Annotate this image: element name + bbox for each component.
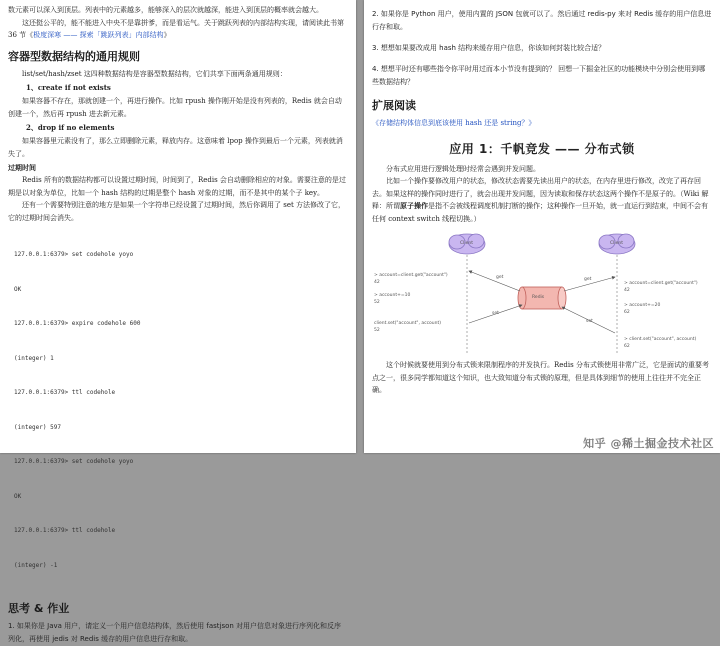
get-label-right: get <box>584 277 592 282</box>
set-label-left: set <box>492 311 499 316</box>
diagram-text: > account=client.get("account") <box>624 281 698 286</box>
question-item: 4. 想想平时还有哪些指令你平时用过而本小节没有提到的？ 回想一下掘金社区的功能模块中分别会使用到哪些数据结构？ <box>372 65 706 86</box>
text: 是指不会被线程调度机制打断的操作；这种操作一旦开始，就一直运行到结束，中间不会有任何 context switch 线程切换。） <box>372 202 708 223</box>
paragraph: 如果容器里元素没有了，那么立即删除元素，释放内存。这意味着 lpop 操作到最后一个元素，列表就消失了。 <box>8 137 343 158</box>
paragraph: 这个时候就要使用到分布式锁来限制程序的并发执行。Redis 分布式锁使用非常广泛，它是面试的重要考点之一，很多同学都知道这个知识，也大致知道分布式锁的原理，但是具体到细节的使用上往往并不完全正确。 <box>372 361 709 394</box>
question-item: 1. 如果你是 Java 用户，请定义一个用户信息结构体，然后使用 fastjson 对用户信息对象进行序列化和反序列化，再使用 jedis 对 Redis 缓存的用户信息进行存和取。 <box>8 622 342 643</box>
paragraph: Redis 所有的数据结构都可以设置过期时间，时间到了，Redis 会自动删除相应的对象。需要注意的是过期是以对象为单位，比如一个 hash 结构的过期是整个 hash 对象的过期，而不是其中的某个子 key。 <box>8 176 346 197</box>
code-line: 127.0.0.1:6379> ttl codehole <box>14 389 116 396</box>
redis-label: Redis <box>532 295 545 300</box>
client-label-right: Client <box>610 241 624 246</box>
concurrency-diagram <box>372 229 712 357</box>
paragraph: 还有一个需要特别注意的地方是如果一个字符串已经设置了过期时间，然后你调用了 set 方法修改了它，它的过期时间会消失。 <box>8 201 345 222</box>
rule-heading: 1、create if not exists <box>26 83 111 92</box>
code-line: 127.0.0.1:6379> set codehole yoyo <box>14 458 134 465</box>
set-label-right: set <box>586 319 593 324</box>
code-line: OK <box>14 492 22 500</box>
get-label-left: get <box>496 275 504 280</box>
extend-link-line <box>372 117 712 130</box>
diagram-text: > account+=20 <box>624 303 661 308</box>
section-heading-rules: 容器型数据结构的通用规则 <box>8 49 140 63</box>
diagram-text: > account=client.get("account") <box>374 273 448 278</box>
rule-heading: 2、drop if no elements <box>26 123 115 132</box>
paragraph: 分布式应用进行逻辑处理时经常会遇到并发问题。 <box>386 164 540 173</box>
section-heading-extend: 扩展阅读 <box>372 99 416 112</box>
diagram-text: 42 <box>374 280 380 285</box>
diagram-text: 52 <box>374 300 380 305</box>
code-block <box>8 226 348 594</box>
diagram-text: > client.set("account", account) <box>624 337 697 342</box>
text: 这还挺公平的，能不能进入中央不是靠拼爹，而是看运气。关于跳跃列表的内部结构实现，请阅读此书第 36 节《 <box>8 18 344 39</box>
bold-term: 原子操作 <box>400 201 428 210</box>
question-list <box>8 620 348 646</box>
question-item: 3. 想想如果要改成用 hash 结构来缓存用户信息，你该如何封装比较合适？ <box>372 44 606 52</box>
section-heading-think: 思考 & 作业 <box>8 602 70 615</box>
right-page <box>364 0 720 453</box>
code-line: 127.0.0.1:6379> expire codehole 600 <box>14 320 141 327</box>
code-line: 127.0.0.1:6379> set codehole yoyo <box>14 251 134 258</box>
code-line: 127.0.0.1:6379> ttl codehole <box>14 527 116 534</box>
code-line: OK <box>14 285 22 293</box>
diagram-text: 42 <box>624 288 630 293</box>
diagram-text: 62 <box>624 344 630 349</box>
extend-reading-link[interactable]: 《存储结构体信息到底该使用 hash 还是 string？》 <box>372 119 536 127</box>
question-list <box>372 8 712 89</box>
expire-heading: 过期时间 <box>8 163 36 172</box>
paragraph: 数元素可以深入到顶层。列表中的元素越多，能够深入的层次就越深，能进入到顶层的概率就会越大。 <box>8 6 323 14</box>
paragraph: list/set/hash/zset 这四种数据结构是容器型数据结构，它们共享下面两条通用规则： <box>22 69 287 78</box>
watermark: 知乎 @稀土掘金技术社区 <box>583 437 714 450</box>
paragraph <box>8 17 348 42</box>
diagram-text: 52 <box>374 328 380 333</box>
chapter-title: 应用 1：千帆竞发 —— 分布式锁 <box>449 141 635 156</box>
client-label-left: Client <box>460 241 474 246</box>
code-line: (integer) -1 <box>14 561 58 569</box>
diagram-text: client.set("account", account) <box>374 321 442 326</box>
skiplist-link[interactable]: 极度深寒 —— 探索「跳跃列表」内部结构 <box>33 31 164 39</box>
diagram-text: > account+=10 <box>374 293 411 298</box>
diagram-text: 62 <box>624 310 630 315</box>
text: 》 <box>163 31 171 39</box>
question-item: 2. 如果你是 Python 用户，使用内置的 JSON 包就可以了。然后通过 redis-py 来对 Redis 缓存的用户信息进行存和取。 <box>372 10 712 31</box>
paragraph: 如果容器不存在，那就创建一个，再进行操作。比如 rpush 操作刚开始是没有列表的，Redis 就会自动创建一个，然后再 rpush 进去新元素。 <box>8 97 342 118</box>
text: 比如一个操作要修改用户的状态，修改状态需要先读出用户的状态，在内存里进行修改，改完了再存回去。如果这样的操作同时进行了，就会出现并发问题，因为读取和保存状态这两个操作不是原子的。（Wiki 解释：所谓 <box>372 177 709 210</box>
code-line: (integer) 1 <box>14 354 54 362</box>
left-page <box>0 0 356 643</box>
paragraph <box>372 175 712 225</box>
code-line: (integer) 597 <box>14 423 61 431</box>
